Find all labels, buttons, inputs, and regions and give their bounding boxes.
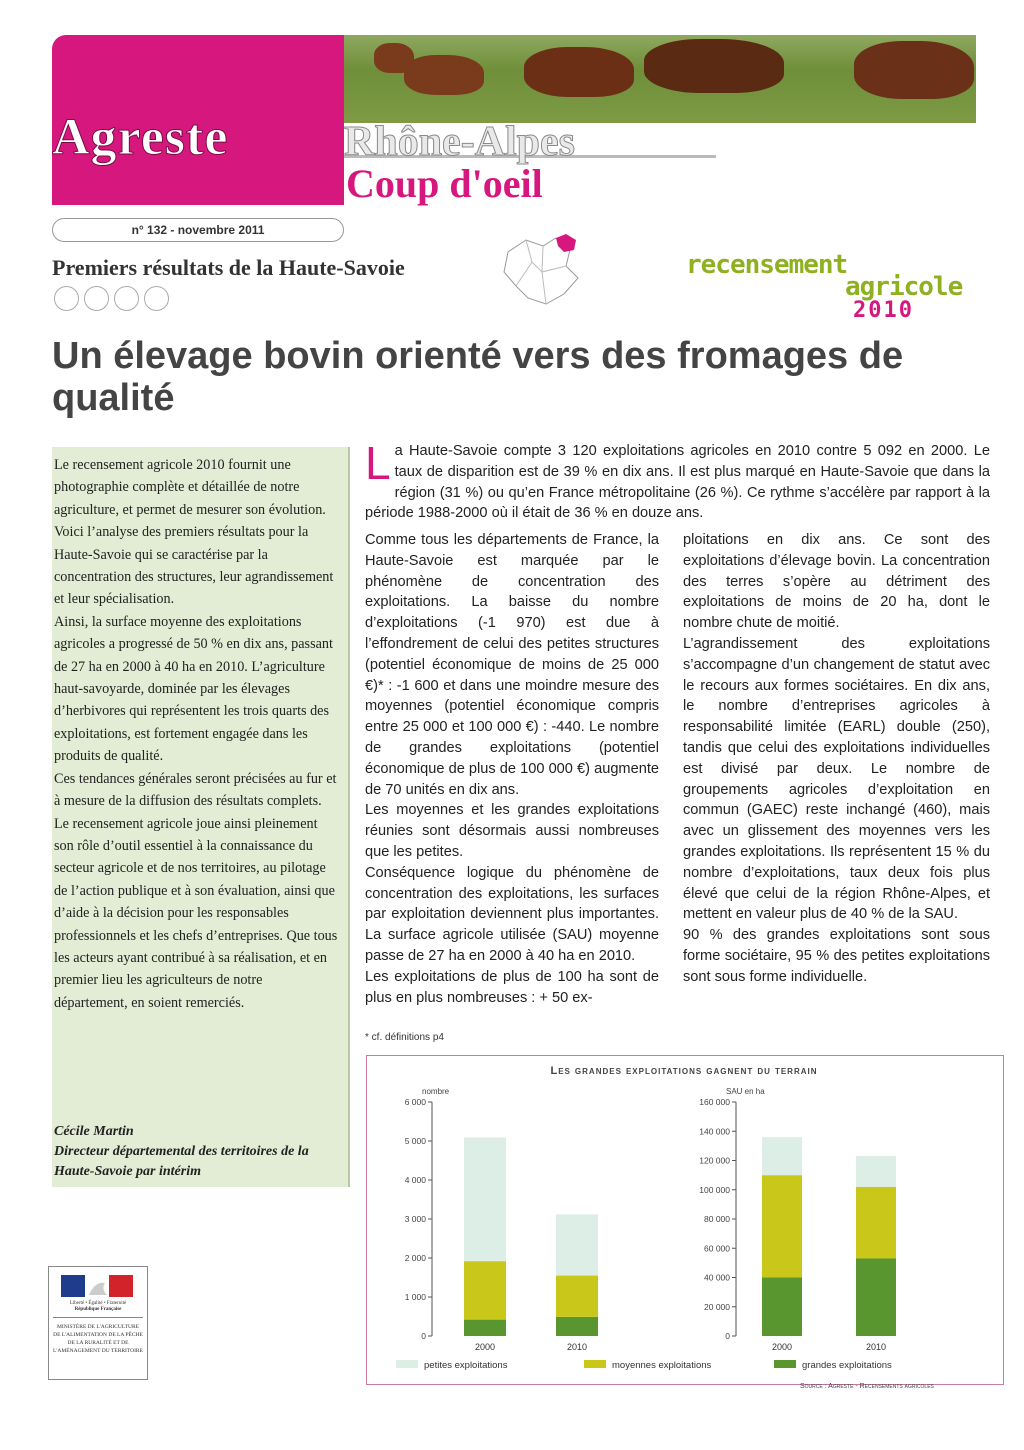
editorial-paragraph: Ces tendances générales seront précisées au fur et à mesure de la diffusion des résultats complets. Le recensement agricole joue ainsi pleinement son rôle d’outil essentiel à la connaissance du secteur agricole et de nos territoires, au pilotage de l’action publique et à son évaluation, ainsi que d’aide à la décision pour les responsables professionnels et les chefs d’entreprises. Que tous les acteurs ayant contribué à sa réalisation, et en premier lieu les agriculteurs de notre département, en soient remerciés. — [54, 770, 338, 1011]
editorial-text — [54, 454, 338, 1014]
bar-segment — [556, 1276, 598, 1317]
y-tick-label: 80 000 — [704, 1214, 730, 1224]
decor-circle — [144, 286, 169, 311]
legend-swatch — [396, 1360, 418, 1368]
logo-republic: République Française — [74, 1307, 122, 1312]
y-tick-label: 1 000 — [404, 1292, 426, 1302]
body-paragraph: ploitations en dix ans. Ce sont des exploitations d’élevage bovin. La concentration des terres s’opère au détriment des exploitations de moins de 20 ha, dont le nombre chute de moitié. — [683, 532, 990, 632]
editorial-paragraph: Ainsi, la surface moyenne des exploitations agricoles a progressé de 50 % en dix ans, passant de 27 ha en 2000 à 40 ha en 2010. L’agriculture haut-savoyarde, dominée par les élevages d’herbivores qui représentent les trois quarts des exploitations, est fortement engagée dans les produits de qualité. — [54, 613, 333, 765]
marianne-flag-icon — [61, 1275, 133, 1297]
decor-circle — [54, 286, 79, 311]
y-tick-label: 140 000 — [699, 1126, 730, 1137]
logo-motto: Liberté • Égalité • Fraternité — [69, 1301, 127, 1306]
issue-number: n° 132 - novembre 2011 — [52, 218, 344, 242]
chart-source: Source : Agreste - Recensements agricoles — [800, 1383, 934, 1390]
y-tick-label: 5 000 — [404, 1136, 426, 1146]
header-photo — [344, 35, 976, 123]
brand-coup-doeil: Coup d'oeil — [346, 161, 543, 206]
decor-circle — [114, 286, 139, 311]
y-tick-label: 2 000 — [404, 1253, 426, 1263]
legend-label: grandes exploitations — [802, 1360, 892, 1371]
census-logo-year: 2010 — [853, 298, 914, 323]
text-column-2 — [683, 530, 990, 988]
bar-segment — [856, 1258, 896, 1336]
y-tick-label: 4 000 — [404, 1175, 426, 1185]
legend-swatch — [774, 1360, 796, 1368]
bar-segment — [762, 1137, 802, 1175]
body-paragraph: 90 % des grandes exploitations sont sous forme sociétaire, 95 % des petites exploitations sont sous forme individuelle. — [683, 927, 990, 985]
signature — [54, 1122, 344, 1182]
bar-segment — [856, 1187, 896, 1259]
text-column-1 — [365, 530, 659, 1008]
intro-paragraph — [365, 437, 990, 524]
y-tick-label: 60 000 — [704, 1243, 730, 1254]
editorial-paragraph: Le recensement agricole 2010 fournit une photographie complète et détaillée de notre agriculture, et permet de mesurer son évolution. Voici l’analyse des premiers résultats pour la Haute-Savoie qui se caractérise par la concentration des structures, leur agrandissement et leur spécialisation. — [54, 457, 334, 608]
y-tick-label: 20 000 — [704, 1301, 730, 1312]
x-tick-label: 2000 — [771, 1342, 793, 1352]
region-map-icon — [498, 232, 588, 312]
bar-segment — [856, 1156, 896, 1187]
body-paragraph: L’agrandissement des exploitations s’accompagne d’un changement de statut avec le recours aux formes sociétaires. En dix ans, le nombre d’entreprises agricoles à responsabilité limitée (EARL) double (250), tandis que celui des exploitations individuelles est divisé par deux. Le nombre de groupements agricoles d’exploitation en commun (GAEC) reste inchangé (460), mais avec un glissement des moyennes vers les grandes exploitations. Ils représentent 15 % du nombre d’exploitations, taux deux fois plus élevé que celui de la région Rhône-Alpes, et mettent en valeur plus de 40 % de la SAU. — [683, 635, 990, 923]
brand-agreste: Agreste — [52, 109, 229, 166]
legend-label: petites exploitations — [424, 1360, 508, 1371]
y-tick-label: 160 000 — [699, 1097, 730, 1107]
y-tick-label: 100 000 — [699, 1184, 730, 1195]
bar-segment — [762, 1175, 802, 1277]
signature-role: Directeur départemental des territoires de la Haute-Savoie par intérim — [54, 1144, 309, 1179]
bar-segment — [464, 1320, 506, 1336]
bar-segment — [556, 1214, 598, 1275]
y-axis-label: SAU en ha — [726, 1087, 765, 1096]
intro-text: a Haute-Savoie compte 3 120 exploitations agricoles en 2010 contre 5 092 en 2000. Le taux de disparition est de 39 % en dix ans. Il est plus marqué en Haute-Savoie que dans la région (31 %) ou qu’en France métropolitaine (26 %). Ce rythme s’accélère par rapport à la période 1988-2000 où il était de 36 % en douze ans. — [365, 443, 990, 522]
y-axis-label: nombre — [422, 1087, 450, 1096]
y-tick-label: 0 — [725, 1331, 730, 1341]
signature-name: Cécile Martin — [54, 1124, 134, 1139]
legend-swatch — [584, 1360, 606, 1368]
footnote: * cf. définitions p4 — [365, 1032, 444, 1043]
bar-segment — [464, 1137, 506, 1261]
x-tick-label: 2010 — [566, 1342, 588, 1352]
body-paragraph: Les exploitations de plus de 100 ha sont de plus en plus nombreuses : + 50 ex- — [365, 968, 659, 1006]
y-tick-label: 6 000 — [404, 1097, 426, 1107]
y-tick-label: 3 000 — [404, 1214, 426, 1224]
x-tick-label: 2010 — [865, 1342, 887, 1352]
body-paragraph: Les moyennes et les grandes exploitations réunies sont désormais aussi nombreuses que les petites. — [365, 802, 659, 860]
dropcap: L — [365, 437, 391, 489]
logo-ministry: MINISTÈRE DE L'AGRICULTURE DE L'ALIMENTATION DE LA PÊCHE DE LA RURALITÉ ET DE L'AMÉNAGEMENT DU TERRITOIRE — [53, 1324, 143, 1354]
ministry-logo — [48, 1266, 148, 1380]
y-tick-label: 40 000 — [704, 1272, 730, 1283]
body-paragraph: Conséquence logique du phénomène de concentration des exploitations, les surfaces par exploitation deviennent plus importantes. La surface agricole utilisée (SAU) moyenne passe de 27 ha en 2000 à 40 ha en 2010. — [365, 864, 659, 964]
page-subtitle: Premiers résultats de la Haute-Savoie — [52, 255, 405, 280]
headline: Un élevage bovin orienté vers des fromages de qualité — [52, 335, 904, 419]
census-logo-word2: agricole — [845, 272, 963, 302]
bar-segment — [762, 1278, 802, 1337]
bar-segment — [464, 1261, 506, 1320]
bar-segment — [556, 1317, 598, 1336]
chart-title: Les grandes exploitations gagnent du terrain — [550, 1065, 818, 1077]
x-tick-label: 2000 — [474, 1342, 496, 1352]
chart-area — [366, 1080, 1002, 1380]
census-logo-word1: recensement — [686, 250, 848, 280]
brand-region: Rhône-Alpes — [344, 119, 576, 165]
body-paragraph: Comme tous les départements de France, la Haute-Savoie est marquée par le phénomène de concentration des exploitations. La baisse du nombre d’exploitations (-1 970) est due à l’effondrement de celui des petites structures (potentiel économique de moins de 25 000 €)* : -1 600 et dans une moindre mesure des moyennes (potentiel économique compris entre 25 000 et 100 000 €) : -440. Le nombre de grandes exploitations (potentiel économique de plus de 100 000 €) augmente de 70 unités en dix ans. — [365, 532, 659, 798]
y-tick-label: 0 — [421, 1331, 426, 1341]
decor-circle — [84, 286, 109, 311]
legend-label: moyennes exploitations — [612, 1360, 712, 1371]
y-tick-label: 120 000 — [699, 1155, 730, 1166]
